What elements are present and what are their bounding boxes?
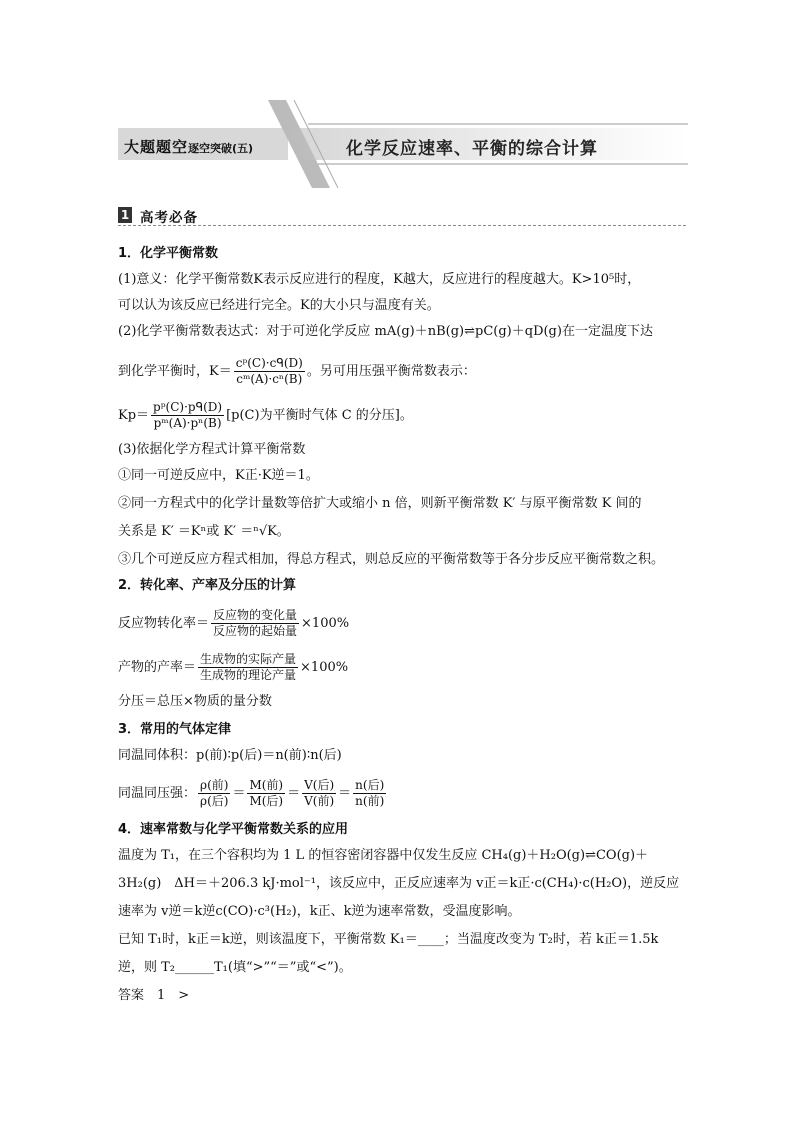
formula-kp: Kp＝ $\frac{\text{pᵖ(C)·pᑫ(D)}}{\text{pᵐ(A)·pⁿ(B)}}$ [p(C)为平衡时气体 C 的分压]。 <box>118 400 413 430</box>
section-divider <box>118 225 686 226</box>
heading-2: 2．转化率、产率及分压的计算 <box>118 578 297 593</box>
para-1b: 可以认为该反应已经进行完全。K的大小只与温度有关。 <box>118 298 440 313</box>
para-3a: ①同一可逆反应中，K正·K逆＝1。 <box>118 468 319 483</box>
question-line-1: 温度为 T₁，在三个容积均为 1 L 的恒容密闭容器中仅发生反应 CH₄(g)＋H₂O(g)⇌CO(g)＋ <box>118 848 649 863</box>
section-header <box>118 205 686 227</box>
para-1a: (1)意义：化学平衡常数K表示反应进行的程度，K越大，反应进行的程度越大。K>10⁵时， <box>118 272 641 287</box>
para-3b2: 关系是 K′ ＝Kⁿ或 K′ ＝ⁿ√K。 <box>118 524 290 539</box>
formula-k: 到化学平衡时，K＝ $\frac{\text{cᵖ(C)·cᑫ(D)}}{\text{cᵐ(A)·cⁿ(B)}}$ 。另可用压强平衡常数表示： <box>118 356 476 386</box>
answer: 答案 1 > <box>118 988 190 1003</box>
formula-conversion: 反应物转化率＝ $\frac{\text{反应物的变化量}}{\text{反应物的起始量}}$ ×100% <box>118 608 350 638</box>
gas-law-1: 同温同体积：p(前)∶p(后)＝n(前)∶n(后) <box>118 748 342 763</box>
formula-partial-pressure: 分压＝总压×物质的量分数 <box>118 694 272 709</box>
question-line-3: 速率为 v逆＝k逆c(CO)·c³(H₂)，k正、k逆为速率常数，受温度影响。 <box>118 904 521 919</box>
section-title: 高考必备 <box>140 210 198 226</box>
para-3: (3)依据化学方程式计算平衡常数 <box>118 442 306 457</box>
para-2a: (2)化学平衡常数表达式：对于可逆化学反应 mA(g)＋nB(g)⇌pC(g)＋qD(g)在一定温度下达 <box>118 324 653 339</box>
heading-4: 4．速率常数与化学平衡常数关系的应用 <box>118 822 349 837</box>
heading-1: 1．化学平衡常数 <box>118 246 219 261</box>
question-line-5: 逆，则 T₂______T₁(填“>”“＝”或“<”)。 <box>118 960 352 975</box>
heading-3: 3．常用的气体定律 <box>118 722 232 737</box>
para-3c: ③几个可逆反应方程式相加，得总方程式，则总反应的平衡常数等于各分步反应平衡常数之积。 <box>118 552 665 567</box>
chapter-banner <box>118 100 688 190</box>
formula-yield: 产物的产率＝ $\frac{\text{生成物的实际产量}}{\text{生成物的理论产量}}$ ×100% <box>118 652 349 682</box>
para-3b1: ②同一方程式中的化学计量数等倍扩大或缩小 n 倍，则新平衡常数 K′ 与原平衡常数 K 间的 <box>118 496 642 511</box>
question-line-2: 3H₂(g) ΔH＝＋206.3 kJ·mol⁻¹，该反应中，正反应速率为 v正＝k正·c(CH₄)·c(H₂O)，逆反应 <box>118 876 680 891</box>
banner-left-title: 大题题空逐空突破(五) <box>124 138 254 156</box>
question-line-4: 已知 T₁时，k正＝k逆，则该温度下，平衡常数 K₁＝____；当温度改变为 T₂时，若 k正＝1.5k <box>118 932 659 947</box>
section-number: 1 <box>118 207 132 223</box>
banner-right-title: 化学反应速率、平衡的综合计算 <box>346 139 598 159</box>
gas-law-2: 同温同压强： $\frac{\text{ρ(前)}}{\text{ρ(后)}}$ ＝ $\frac{\text{M(前)}}{\text{M(后)}}$ ＝ $\frac{\text{V(后)}}{\text{V(前)}}$ ＝ $\frac{\text{n(后)}}{\text{n(前)}}$ <box>118 778 385 808</box>
